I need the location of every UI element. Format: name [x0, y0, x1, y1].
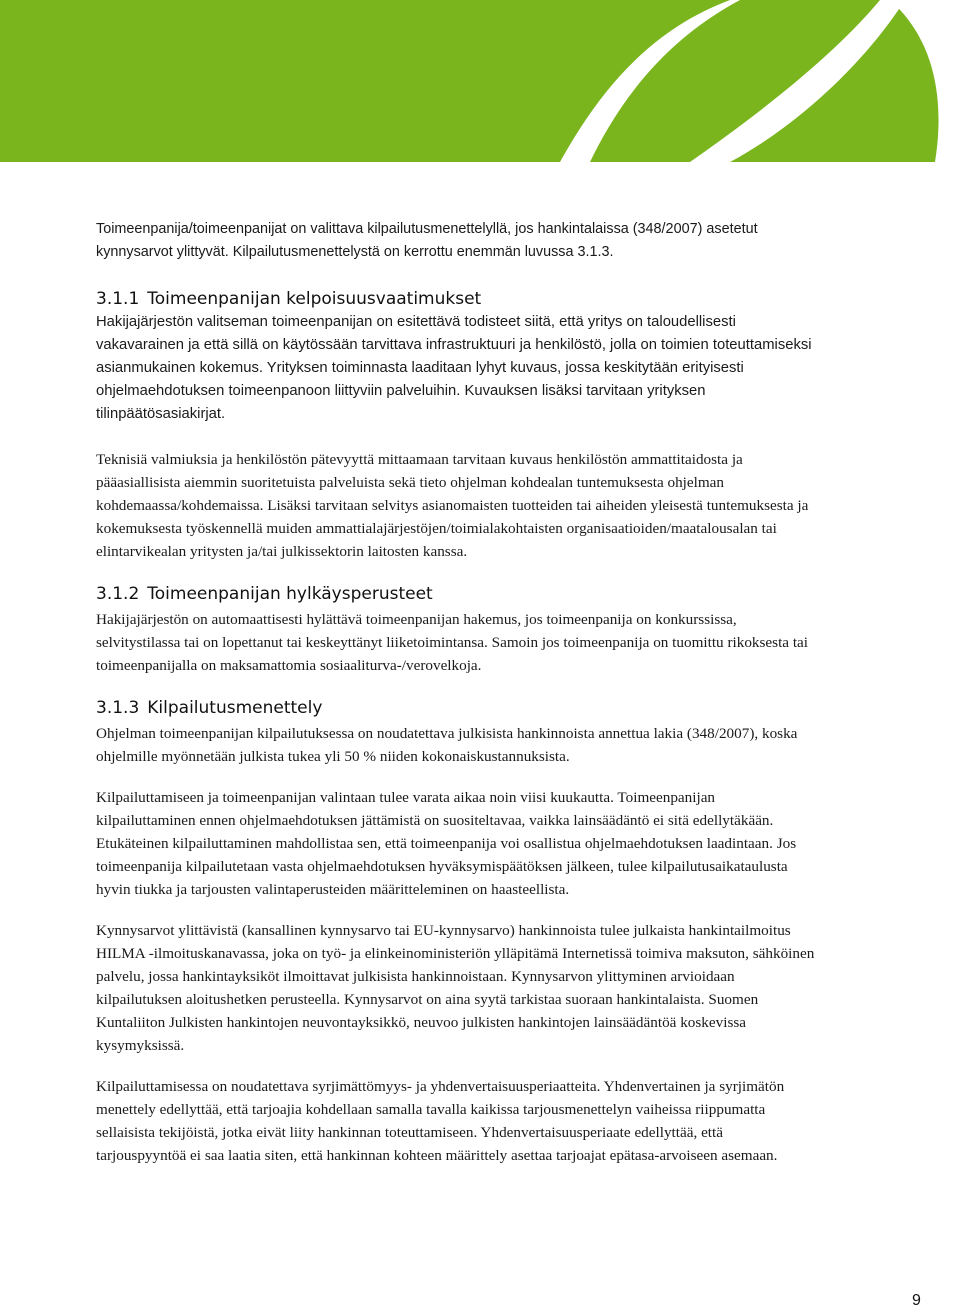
paragraph: [96, 311, 816, 426]
paragraph: Hakijajärjestön on automaattisesti hylättävä toimeenpanijan hakemus, jos toimeenpanija on konkurssissa, selvitystilassa tai on lopettanut tai keskeyttänyt liiketoimintansa. Samoin jos toimeenpanija on tuomittu rikoksesta tai toimeenpanijalla on maksamattomia sosiaaliturva-/verovelkoja.: [96, 611, 809, 674]
section-heading-3-1-3: [96, 696, 816, 720]
section-number: 3.1.3: [96, 698, 140, 718]
paragraph: Ohjelman toimeenpanijan kilpailutuksessa on noudatettava julkisista hankinnoista annettua lakia (348/2007), koska ohjelmille myönnetään julkista tukea yli 50 % niiden kokonaiskustannuksista.: [96, 725, 798, 765]
leaf-graphic: [0, 0, 960, 162]
paragraph: Kynnysarvot ylittävistä (kansallinen kynnysarvo tai EU-kynnysarvo) hankinnoista tulee julkaista hankintailmoitus HILMA -ilmoituskanavassa, joka on työ- ja elinkeinoministeriön ylläpitämä Internetissä toimiva maksuton, sähköinen palvelu, jossa hankintayksiköt ilmoittavat julkisista hankinnoistaan. Kynnysarvon ylittyminen arvioidaan kilpailutuksen aloitushetken perusteella. Kynnysarvot on aina syytä tarkistaa suoraan hankintalaista. Suomen Kuntaliiton Julkisten hankintojen neuvontayksikkö, neuvoo julkisten hankintojen lainsäädäntöä koskevissa kysymyksissä.: [96, 922, 815, 1054]
paragraph-text: Hakijajärjestön valitseman toimeenpanijan on esitettävä todisteet siitä, että yritys on taloudellisesti vakavarainen ja että sillä on käytössään tarvittava infrastruktuuri ja henkilöstö, jolla on toimien toteuttamiseksi asianmukainen kokemus. Yrityksen toiminnasta laaditaan lyhyt kuvaus, jossa keskitytään erityisesti ohjelmaehdotuksen toimeenpanoon liittyviin palveluihin. Kuvauksen lisäksi tarvitaan yrityksen tilinpäätösasiakirjat.: [96, 314, 812, 422]
paragraph: Kilpailuttamisessa on noudatettava syrjimättömyys- ja yhdenvertaisuusperiaatteita. Yhdenvertainen ja syrjimätön menettely edellyttää, että tarjoajia kohdellaan samalla tavalla kaikissa tarjousmenettelyn vaiheissa riippumatta sellaisista tekijöistä, jotka eivät liity hankinnan toteuttamiseen. Yhdenvertaisuusperiaate edellyttää, että tarjouspyyntöä ei saa laatia siten, että hankinnan kohteen määrittely asettaa tarjoajat epätasa-arvoiseen asemaan.: [96, 1078, 785, 1164]
document-body: [96, 218, 816, 1167]
section-heading-3-1-1: [96, 287, 816, 311]
intro-paragraph: Toimeenpanija/toimeenpanijat on valittava kilpailutusmenettelyllä, jos hankintalaissa (348/2007) asetetut kynnysarvot ylittyvät. Kilpailutusmenettelystä on kerrottu enemmän luvussa 3.1.3.: [96, 221, 758, 260]
section-title: Toimeenpanijan kelpoisuusvaatimukset: [147, 289, 482, 309]
section-title: Kilpailutusmenettely: [147, 698, 323, 718]
page-number: 9: [912, 1292, 921, 1309]
section-heading-3-1-2: [96, 582, 816, 606]
header-banner: [0, 0, 960, 162]
paragraph: Kilpailuttamiseen ja toimeenpanijan valintaan tulee varata aikaa noin viisi kuukautta. Toimeenpanijan kilpailuttaminen ennen ohjelmaehdotuksen jättämistä on suositeltavaa, vaikka lainsäädäntö ei sitä edellytäkään. Etukäteinen kilpailuttaminen mahdollistaa sen, että toimeenpanija voi osallistua ohjelmaehdotuksen laadintaan. Jos toimeenpanija kilpailutetaan vasta ohjelmaehdotuksen hyväksymispäätöksen jälkeen, tulee kilpailutusaikataulusta hyvin tiukka ja tarjousten valintaperusteiden määritteleminen on haasteellista.: [96, 789, 797, 898]
section-number: 3.1.2: [96, 584, 140, 604]
section-title: Toimeenpanijan hylkäysperusteet: [147, 584, 433, 604]
section-number: 3.1.1: [96, 289, 140, 309]
paragraph: Teknisiä valmiuksia ja henkilöstön pätevyyttä mittaamaan tarvitaan kuvaus henkilöstön ammattitaidosta ja pääasiallisista aiemmin suoritetuista palveluista sekä tieto ohjelman kohdealan tuntemuksesta ohjelman kohdemaassa/kohdemaissa. Lisäksi tarvitaan selvitys asianomaisten tuotteiden tai aiheiden yleisestä tuntemuksesta ja kokemuksesta työskennellä muiden ammattialajärjestöjen/toimialakohtaisten organisaatioiden/maatalousalan tai elintarvikealan yritysten ja/tai julkissektorin laitosten kanssa.: [96, 451, 809, 560]
